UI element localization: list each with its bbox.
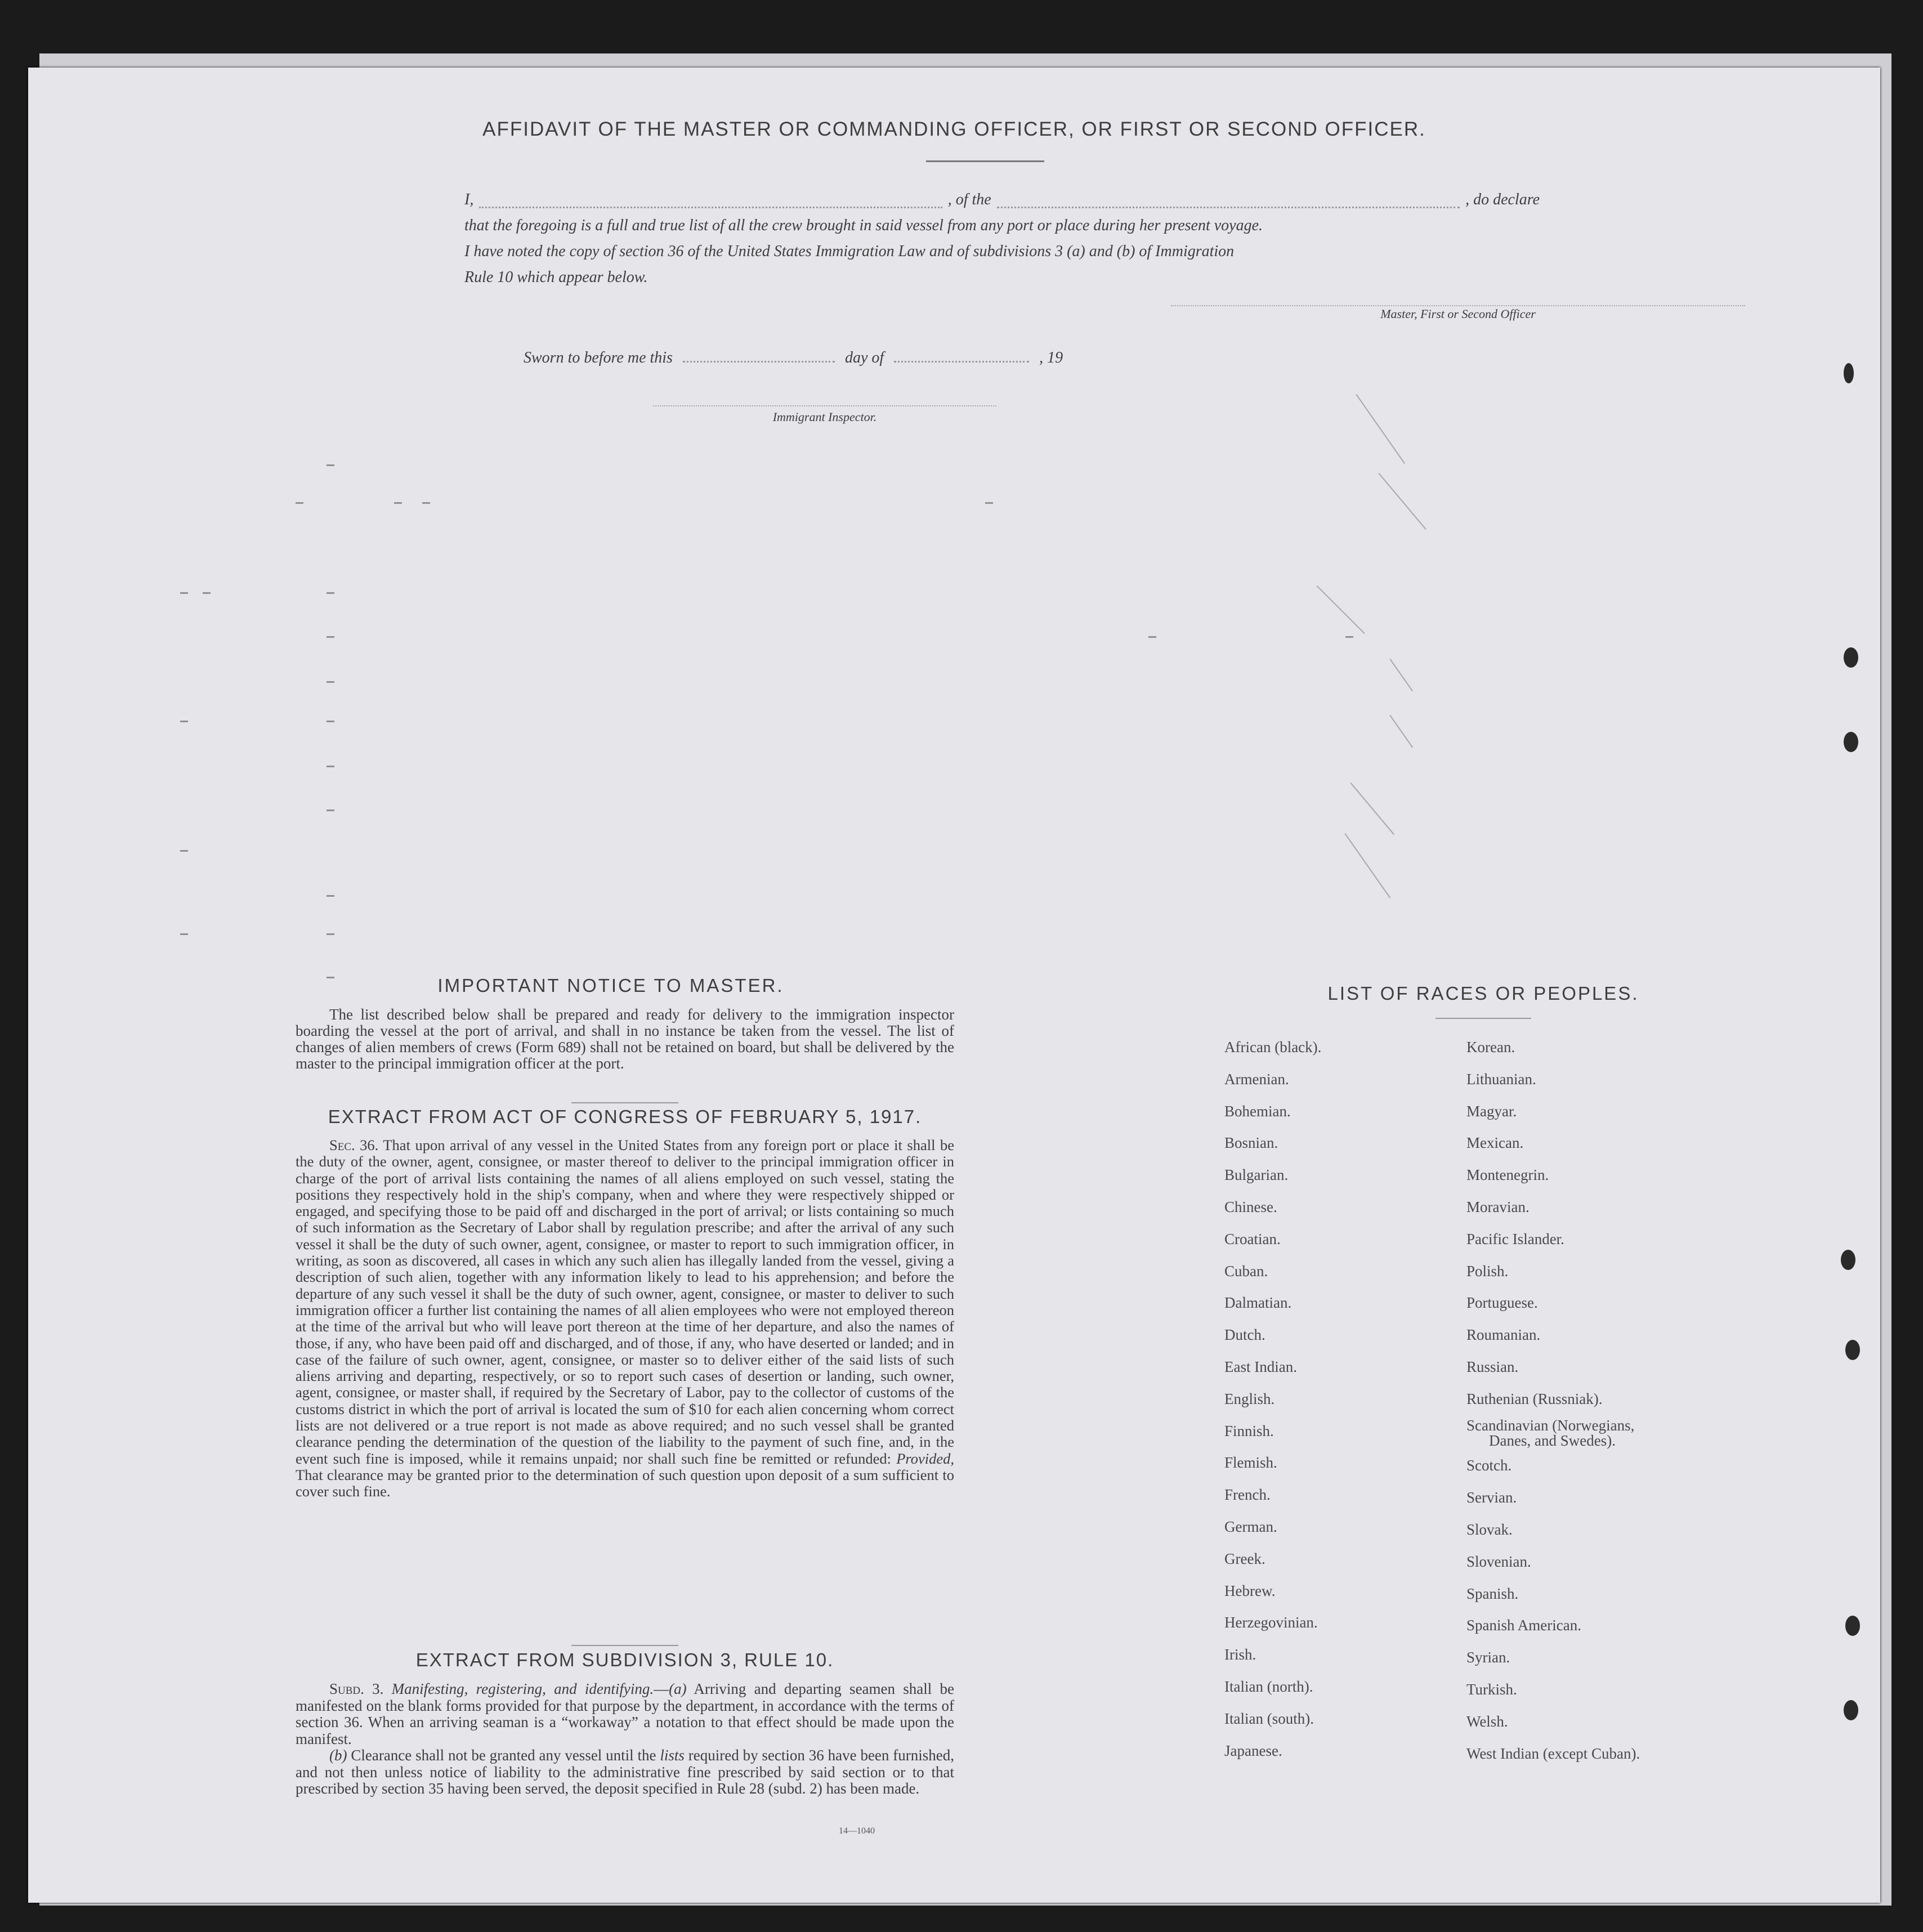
race-item: Magyar. (1466, 1102, 1517, 1120)
sworn-line (524, 349, 1227, 367)
affidavit-line-2: that the foregoing is a full and true list of all the crew brought in said vessel from any port or place during her present voyage. (464, 217, 1263, 234)
bleed-stroke (1344, 833, 1390, 898)
margin-dash (422, 502, 430, 504)
race-item: Turkish. (1466, 1680, 1517, 1698)
vessel-name-blank[interactable] (997, 207, 1460, 208)
margin-dash (327, 895, 334, 897)
sworn-prefix: Sworn to before me this (524, 349, 673, 366)
race-item: West Indian (except Cuban). (1466, 1745, 1640, 1762)
race-item: Irish. (1224, 1646, 1256, 1663)
para-b-text-end: required by section 36 have been furnished, and not then unless notice of liability to the administrative fine prescribed by said section or to that prescribed by section 35 having been served, the deposit specified in Rule 28 (subd. 2) has been made. (296, 1747, 954, 1797)
race-item: Syrian. (1466, 1649, 1510, 1666)
race-item: Armenian. (1224, 1070, 1289, 1088)
affidavit-line-3: I have noted the copy of section 36 of the United States Immigration Law and of subdivisions 3 (a) and (b) of Immigration (464, 243, 1235, 260)
binder-hole (1845, 1616, 1860, 1636)
race-item: Welsh. (1466, 1712, 1508, 1730)
race-item: Italian (north). (1224, 1678, 1313, 1695)
binder-hole (1844, 1700, 1858, 1720)
officer-signature-label: Master, First or Second Officer (1380, 307, 1536, 321)
margin-dash (327, 464, 334, 466)
race-item: Portuguese. (1466, 1294, 1538, 1312)
race-item: East Indian. (1224, 1358, 1297, 1375)
of-the-label: , of the (947, 191, 991, 208)
race-item: French. (1224, 1486, 1271, 1504)
rule-para-a: Subd. 3. Manifesting, registering, and identifying.—(a) Arriving and departing seamen shall be manifested on the blank forms provided for that purpose by the department, in accordance with the terms of section 36. When an arriving seaman is a “workaway” a notation to that effect should be made upon the manifest. (296, 1680, 955, 1747)
race-item: Bosnian. (1224, 1134, 1278, 1152)
race-item: Roumanian. (1466, 1326, 1541, 1344)
race-item: Moravian. (1466, 1198, 1530, 1215)
section-text-end: That clearance may be granted prior to the determination of such question upon deposit of a sum sufficient to cover such fine. (296, 1466, 954, 1500)
race-item: Flemish. (1224, 1454, 1277, 1472)
sworn-month-blank[interactable] (894, 361, 1029, 363)
rule-extract-body (296, 1681, 954, 1797)
race-item: Bulgarian. (1224, 1166, 1289, 1184)
form-number: 14—1040 (839, 1826, 875, 1836)
declare-label: , do declare (1465, 191, 1540, 208)
race-item: Scotch. (1466, 1457, 1512, 1474)
margin-dash (327, 681, 334, 683)
race-item: German. (1224, 1518, 1277, 1535)
sworn-day-blank[interactable] (683, 361, 835, 363)
race-item: Finnish. (1224, 1422, 1274, 1439)
act-extract-title: EXTRACT FROM ACT OF CONGRESS OF FEBRUARY 5, 1917. (328, 1106, 922, 1127)
races-title: LIST OF RACES OR PEOPLES. (1327, 983, 1639, 1004)
bleed-stroke (1317, 585, 1365, 634)
race-item: Montenegrin. (1466, 1166, 1549, 1184)
margin-dash (203, 592, 211, 594)
inspector-signature-line[interactable] (653, 405, 996, 406)
race-item: Herzegovinian. (1224, 1614, 1318, 1631)
margin-dash (327, 721, 334, 722)
declarant-name-blank[interactable] (479, 207, 942, 208)
declarant-prefix: I, (464, 191, 474, 208)
margin-dash (327, 810, 334, 811)
affidavit-statement (464, 187, 1540, 290)
act-extract-body (296, 1137, 954, 1500)
margin-dash (180, 933, 188, 935)
margin-dash (1148, 636, 1156, 638)
race-item: Chinese. (1224, 1198, 1277, 1215)
section-divider (571, 1645, 678, 1646)
section-divider (571, 1102, 678, 1103)
margin-dash (327, 592, 334, 594)
race-item: Italian (south). (1224, 1710, 1314, 1727)
para-a-text: Arriving and departing seamen shall be manifested on the blank forms provided for that purpose by the department, in accordance with the terms of section 36. When an arriving seaman is a “workaway” a notation to that effect should be made upon the manifest. (296, 1680, 955, 1747)
inspector-signature-label: Immigrant Inspector. (772, 410, 877, 424)
race-item: Pacific Islander. (1466, 1230, 1564, 1247)
margin-dash (296, 502, 303, 504)
binder-hole (1844, 363, 1854, 383)
race-item: Slovenian. (1466, 1553, 1531, 1570)
binder-hole (1845, 1340, 1860, 1360)
race-item: Croatian. (1224, 1230, 1281, 1247)
rule-extract-title: EXTRACT FROM SUBDIVISION 3, RULE 10. (415, 1649, 834, 1670)
race-item: Hebrew. (1224, 1582, 1276, 1599)
race-item: Mexican. (1466, 1134, 1524, 1152)
year-label: , 19 (1039, 349, 1063, 366)
race-item: English. (1224, 1390, 1275, 1407)
section-label: Sec. 36. (329, 1137, 379, 1153)
section-text: That upon arrival of any vessel in the United States from any foreign port or place it shall be the duty of the owner, agent, consignee, or master thereof to deliver to the principal immigration officer in charge of the port of arrival lists containing the names of all aliens employed on such vessel, stating the positions they respectively hold in the ship's company, when and where they were respectively shipped or engaged, and specifying those to be paid off and discharged in the port of arrival; or lists containing so much of such information as the Secretary of Labor shall by regulation prescribe; and after the arrival of any such vessel it shall be the duty of such owner, agent, consignee, or master to report to such immigration officer, in writing, as soon as discovered, all cases in which any such alien has illegally landed from the vessel, giving a description of such alien, together with any information likely to lead to his apprehension; and before the departure of any such vessel it shall be the duty of such owner, agent, consignee, or master to deliver to such immigration officer a further list containing the names of all alien employees who were not employed thereon at the time of the arrival but who will leave port thereon at the time of her departure, and also the names of those, if any, who have been paid off and discharged, and of those, if any, who have deserted or landed; and in case of the failure of such owner, agent, consignee, or master so to deliver either of the said lists of such aliens arriving and departing, respectively, or so to report such cases of desertion or landing, such owner, agent, consignee, or master shall, if required by the Secretary of Labor, pay to the collector of customs of the customs district in which the port of arrival is located the sum of $10 for each alien concerning whom correct lists are not delivered or a true report is not made as above required; and no such vessel shall be granted clearance pending the determination of the question of the liability to the payment of such fine, and, in the event such fine is imposed, while it remains unpaid; nor shall such fine be remitted or refunded: (296, 1137, 954, 1467)
race-item: Ruthenian (Russniak). (1466, 1390, 1603, 1407)
para-a-marker: (a) (669, 1680, 687, 1697)
binder-hole (1844, 647, 1858, 668)
race-item: Spanish American. (1466, 1617, 1581, 1634)
title-divider (926, 160, 1044, 162)
binder-hole (1844, 732, 1858, 752)
document-page (28, 68, 1880, 1903)
races-column-1 (1224, 1031, 1461, 1766)
bleed-stroke (1356, 394, 1405, 464)
race-item: Scandinavian (Norwegians, Danes, and Swedes). (1466, 1415, 1759, 1450)
margin-dash (327, 766, 334, 767)
bleed-stroke (1378, 473, 1426, 530)
rule-heading: Manifesting, registering, and identifying. (391, 1680, 654, 1697)
margin-dash (1345, 636, 1353, 638)
race-item: Dutch. (1224, 1326, 1265, 1344)
declaration-line (464, 187, 1540, 213)
races-divider (1435, 1018, 1531, 1019)
race-item: Polish. (1466, 1262, 1509, 1280)
race-item: Korean. (1466, 1039, 1515, 1056)
race-item: Bohemian. (1224, 1102, 1291, 1120)
margin-dash (327, 636, 334, 638)
race-item: Russian. (1466, 1358, 1519, 1375)
race-item: Greek. (1224, 1550, 1265, 1567)
day-of-label: day of (844, 349, 884, 366)
para-b-marker: (b) (329, 1747, 347, 1764)
margin-dash (180, 721, 188, 722)
race-item: Spanish. (1466, 1585, 1519, 1602)
bleed-stroke (1389, 715, 1413, 748)
race-item: Servian. (1466, 1489, 1517, 1506)
race-item: Cuban. (1224, 1262, 1268, 1280)
bleed-stroke (1389, 659, 1413, 691)
bleed-stroke (1350, 782, 1394, 835)
provided-clause: Provided, (896, 1450, 954, 1467)
margin-dash (327, 933, 334, 935)
binder-hole (1841, 1250, 1855, 1270)
race-item: Japanese. (1224, 1742, 1282, 1759)
para-b-text: Clearance shall not be granted any vessel until the (351, 1747, 656, 1764)
affidavit-title: AFFIDAVIT OF THE MASTER OR COMMANDING OFFICER, OR FIRST OR SECOND OFFICER. (482, 118, 1426, 140)
race-item: Dalmatian. (1224, 1294, 1292, 1312)
race-item: African (black). (1224, 1039, 1322, 1056)
margin-dash (394, 502, 402, 504)
lists-word: lists (660, 1747, 685, 1764)
subdivision-label: Subd. 3. (329, 1680, 384, 1697)
margin-dash (180, 592, 188, 594)
margin-dash (180, 850, 188, 852)
race-item-continuation: Danes, and Swedes). (1489, 1432, 1616, 1449)
affidavit-line-4: Rule 10 which appear below. (464, 269, 648, 286)
race-item: Lithuanian. (1466, 1070, 1536, 1088)
margin-dash (985, 502, 993, 504)
officer-signature-line[interactable] (1171, 305, 1745, 306)
rule-para-b (296, 1747, 954, 1797)
notice-body: The list described below shall be prepared and ready for delivery to the immigration inspector boarding the vessel at the port of arrival, and shall in no instance be taken from the vessel. The list of changes of alien members of crews (Form 689) shall not be retained on board, but shall be delivered by the master to the principal immigration officer at the port. (296, 1006, 954, 1072)
notice-title: IMPORTANT NOTICE TO MASTER. (437, 975, 784, 996)
race-item: Slovak. (1466, 1520, 1513, 1538)
races-column-2 (1466, 1031, 1759, 1769)
